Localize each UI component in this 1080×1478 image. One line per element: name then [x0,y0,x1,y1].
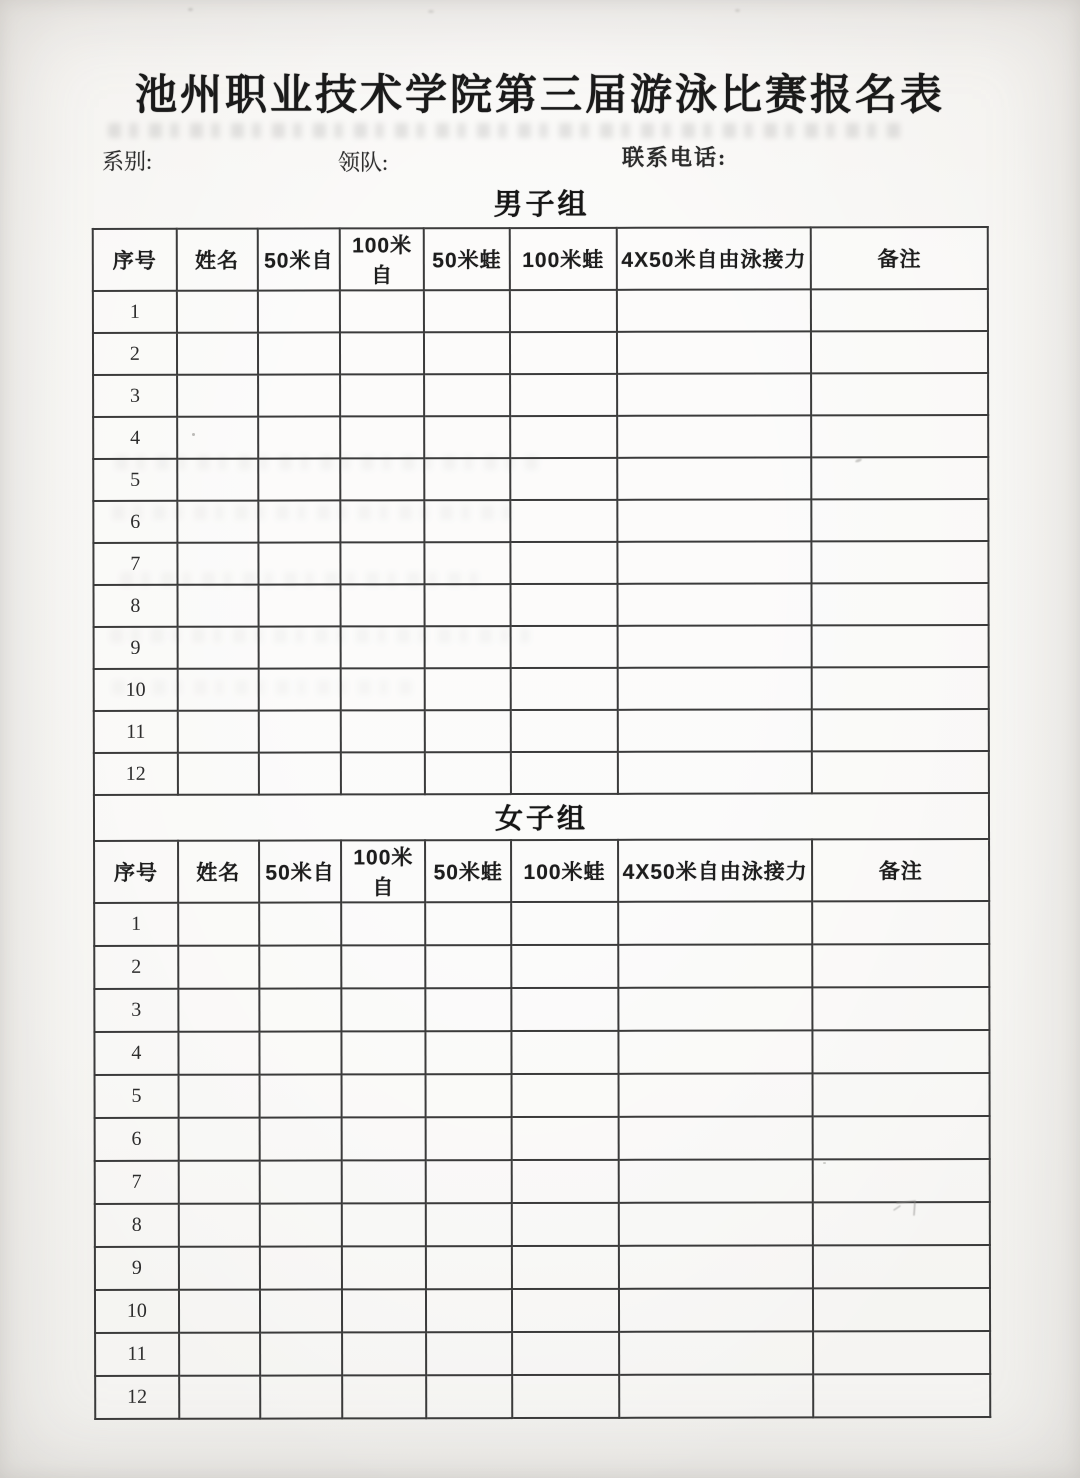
row-number: 10 [94,669,178,711]
table-row [93,457,988,501]
empty-cell [510,374,617,416]
empty-cell [342,1203,426,1246]
pencil-scribble [891,1194,925,1222]
table-row [94,944,989,989]
empty-cell [617,583,812,625]
section-heading-men: 男子组 [493,189,590,221]
empty-cell [512,1117,619,1160]
empty-cell [177,291,258,333]
table-row [94,901,989,946]
empty-cell [341,668,425,710]
empty-cell [424,332,510,374]
empty-cell [342,988,426,1031]
empty-cell [617,625,812,667]
empty-cell [424,416,510,458]
table-row [93,289,988,333]
empty-cell [260,1332,343,1375]
section-heading-women: 女子组 [94,793,989,841]
empty-cell [342,1160,426,1203]
empty-cell [619,1288,814,1331]
empty-cell [178,711,259,753]
empty-cell [342,1289,426,1332]
column-header: 姓名 [177,229,258,291]
empty-cell [177,417,258,459]
empty-cell [424,458,510,500]
empty-cell [425,584,511,626]
empty-cell [340,374,424,416]
row-number: 3 [93,375,177,417]
table-row [95,1374,990,1419]
row-number: 1 [94,903,178,946]
empty-cell [343,1375,427,1418]
row-number: 4 [94,1032,178,1075]
empty-cell [340,290,424,332]
empty-cell [341,458,425,500]
empty-cell [617,499,812,541]
column-header: 100米自 [340,228,424,290]
empty-cell [511,752,618,794]
column-header: 100米自 [341,840,425,902]
empty-cell [259,1074,342,1117]
empty-cell [342,945,426,988]
row-number: 5 [93,459,177,501]
empty-cell [812,499,989,541]
empty-cell [426,1246,512,1289]
empty-cell [618,1116,813,1159]
empty-cell [179,1247,260,1290]
empty-cell [259,1246,342,1289]
row-number: 8 [94,585,178,627]
table-row [95,1073,990,1118]
empty-cell [618,1073,813,1116]
empty-cell [342,1074,426,1117]
field-label-department: 系别: [102,149,153,174]
row-number: 6 [93,501,177,543]
empty-cell [812,709,989,751]
row-number: 12 [94,753,178,795]
empty-cell [617,457,812,499]
empty-cell [177,333,258,375]
table-row [95,1159,990,1204]
table-row [93,541,988,585]
row-number: 1 [93,291,177,333]
empty-cell [341,584,425,626]
empty-cell [258,752,341,794]
column-header: 序号 [93,229,177,291]
empty-cell [511,710,618,752]
row-number: 2 [93,333,177,375]
empty-cell [178,903,259,946]
empty-cell [512,1246,619,1289]
scan-speck [735,9,740,12]
empty-cell [813,1116,990,1159]
empty-cell [618,1030,813,1073]
empty-cell [511,945,618,988]
group-label-row [94,793,989,841]
table-row [93,499,988,543]
empty-cell [511,902,618,945]
empty-cell [425,710,511,752]
empty-cell [511,1031,618,1074]
empty-cell [341,542,425,584]
empty-cell [178,1032,259,1075]
empty-cell [512,1160,619,1203]
empty-cell [426,988,512,1031]
empty-cell [177,459,258,501]
column-header: 备注 [811,227,988,289]
empty-cell [511,988,618,1031]
empty-cell [813,944,990,987]
empty-cell [425,542,511,584]
empty-cell [258,626,341,668]
table-row [95,1116,990,1161]
empty-cell [425,668,511,710]
empty-cell [178,946,259,989]
field-label-team-leader: 领队: [338,150,389,175]
empty-cell [424,290,510,332]
empty-cell [619,1202,814,1245]
empty-cell [341,416,425,458]
empty-cell [512,1332,619,1375]
empty-cell [617,373,812,415]
empty-cell [812,667,989,709]
empty-cell [258,458,341,500]
empty-cell [177,627,258,669]
empty-cell [426,1031,512,1074]
empty-cell [340,332,424,374]
empty-cell [258,374,341,416]
empty-cell [179,1376,260,1419]
empty-cell [811,373,988,415]
empty-cell [177,669,258,711]
column-header: 备注 [812,839,989,901]
empty-cell [342,1117,426,1160]
empty-cell [425,752,511,794]
empty-cell [618,944,813,987]
empty-cell [342,902,426,945]
empty-cell [510,542,617,584]
scan-speck [428,10,434,13]
empty-cell [259,902,342,945]
table-row [95,1245,990,1290]
column-header: 4X50米自由泳接力 [618,839,813,901]
empty-cell [260,1375,343,1418]
empty-cell [811,289,988,331]
empty-cell [618,709,813,751]
empty-cell [510,500,617,542]
empty-cell [259,1160,342,1203]
empty-cell [179,1333,260,1376]
empty-cell [259,1031,342,1074]
empty-cell [259,1117,342,1160]
empty-cell [342,1031,426,1074]
empty-cell [512,1203,619,1246]
column-header: 序号 [94,841,178,903]
empty-cell [259,1203,342,1246]
empty-cell [813,1245,990,1288]
empty-cell [178,753,259,795]
empty-cell [813,1030,990,1073]
table-row [93,415,988,459]
row-number: 12 [95,1376,179,1419]
column-header-row [94,839,989,903]
row-number: 7 [95,1161,179,1204]
empty-cell [260,1289,343,1332]
empty-cell [178,1118,259,1161]
empty-cell [341,710,425,752]
empty-cell [424,374,510,416]
row-number: 8 [95,1204,179,1247]
empty-cell [257,290,340,332]
empty-cell [179,1204,260,1247]
empty-cell [618,751,813,793]
field-label-contact-phone: 联系电话: [622,145,728,170]
empty-cell [177,501,258,543]
empty-cell [426,1203,512,1246]
empty-cell [617,289,812,331]
empty-cell [425,626,511,668]
empty-cell [178,1161,259,1204]
empty-cell [259,945,342,988]
empty-cell [811,331,988,373]
empty-cell [510,416,617,458]
table-row [94,667,989,711]
empty-cell [814,1374,991,1417]
column-header: 4X50米自由泳接力 [617,227,812,289]
table-row [95,1202,990,1247]
empty-cell [426,1160,512,1203]
empty-cell [342,1332,426,1375]
empty-cell [341,500,425,542]
bleedthrough-smudge [108,123,908,138]
empty-cell [813,1073,990,1116]
column-header: 50米自 [259,840,342,902]
empty-cell [619,1374,814,1417]
row-number: 4 [93,417,177,459]
empty-cell [510,332,617,374]
empty-cell [426,1332,512,1375]
empty-cell [511,668,618,710]
form-header-fields [0,141,1080,173]
empty-cell [258,668,341,710]
registration-table [92,226,991,1420]
empty-cell [179,1290,260,1333]
scan-speck [192,433,195,436]
empty-cell [619,1331,814,1374]
empty-cell [341,626,425,668]
empty-cell [812,625,989,667]
empty-cell [177,543,258,585]
empty-cell [177,375,258,417]
empty-cell [512,1074,619,1117]
empty-cell [258,416,341,458]
empty-cell [258,500,341,542]
empty-cell [425,902,511,945]
column-header: 100米蛙 [510,228,617,290]
empty-cell [812,751,989,793]
empty-cell [510,290,617,332]
empty-cell [812,541,989,583]
empty-cell [510,458,617,500]
table-row [94,1030,989,1075]
empty-cell [617,541,812,583]
row-number: 11 [95,1333,179,1376]
empty-cell [813,1331,990,1374]
empty-cell [812,415,989,457]
table-row [94,583,989,627]
empty-cell [258,542,341,584]
registration-table-body [93,227,990,1419]
column-header: 姓名 [178,841,259,903]
column-header: 50米蛙 [424,228,510,290]
empty-cell [258,584,341,626]
empty-cell [258,332,341,374]
empty-cell [812,583,989,625]
column-header: 100米蛙 [511,840,618,902]
column-header-row [93,227,988,291]
empty-cell [259,988,342,1031]
empty-cell [813,901,990,944]
table-row [93,373,988,417]
row-number: 9 [94,627,178,669]
empty-cell [426,1074,512,1117]
empty-cell [341,752,425,794]
empty-cell [512,1289,619,1332]
row-number: 7 [93,543,177,585]
column-header: 50米自 [257,228,340,290]
empty-cell [426,1289,512,1332]
row-number: 2 [94,946,178,989]
empty-cell [425,500,511,542]
empty-cell [619,1245,814,1288]
row-number: 9 [95,1247,179,1290]
empty-cell [813,987,990,1030]
empty-cell [813,1288,990,1331]
empty-cell [617,331,812,373]
empty-cell [512,1375,619,1418]
row-number: 6 [95,1118,179,1161]
empty-cell [342,1246,426,1289]
empty-cell [511,584,618,626]
empty-cell [426,1117,512,1160]
empty-cell [618,901,813,944]
row-number: 10 [95,1290,179,1333]
column-header: 50米蛙 [425,840,511,902]
empty-cell [812,457,989,499]
row-number: 3 [94,989,178,1032]
table-row [95,1331,990,1376]
table-row [94,625,989,669]
scan-speck [188,8,193,11]
table-row [94,709,989,753]
table-row [93,331,988,375]
table-row [94,987,989,1032]
empty-cell [425,945,511,988]
empty-cell [511,626,618,668]
empty-cell [617,667,812,709]
row-number: 5 [95,1075,179,1118]
empty-cell [617,415,812,457]
empty-cell [177,585,258,627]
row-number: 11 [94,711,178,753]
table-row [94,751,989,795]
empty-cell [426,1375,512,1418]
empty-cell [619,1159,814,1202]
empty-cell [258,710,341,752]
page-title: 池州职业技术学院第三届游泳比赛报名表 [134,71,945,118]
empty-cell [178,989,259,1032]
table-row [95,1288,990,1333]
empty-cell [618,987,813,1030]
scan-speck [823,1162,826,1164]
empty-cell [178,1075,259,1118]
